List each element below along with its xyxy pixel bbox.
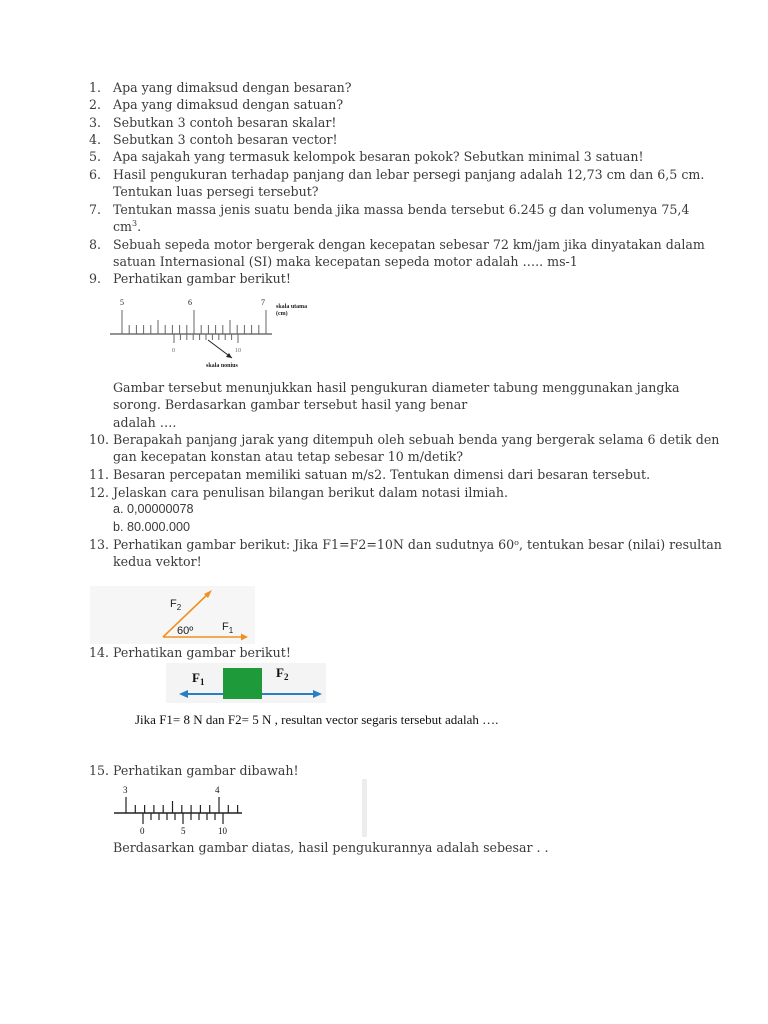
- question-number: 12.: [89, 485, 110, 500]
- question-number: 4.: [89, 132, 102, 147]
- question-text: Apa yang dimaksud dengan besaran?: [113, 80, 352, 95]
- main-scale-label-3: 3: [123, 785, 128, 795]
- question-text-line: gan kecepatan konstan atau tetap sebesar 10 m/detik?: [113, 449, 463, 465]
- question-14-followup: Jika F1= 8 N dan F2= 5 N , resultan vector segaris tersebut adalah ….: [135, 712, 499, 727]
- green-block: [223, 668, 262, 699]
- question-text-line: Berapakah panjang jarak yang ditempuh oleh sebuah benda yang bergerak selama 6 detik den: [113, 432, 720, 447]
- block-forces-figure: [166, 663, 326, 703]
- main-scale-ticks: [122, 310, 266, 334]
- question-text-line: satuan Internasional (SI) maka kecepatan sepeda motor adalah ….. ms-1: [113, 254, 578, 270]
- question-15-followup: Berdasarkan gambar diatas, hasil pengukurannya adalah sebesar . .: [113, 840, 549, 855]
- question-number: 7.: [89, 202, 102, 217]
- question-text: Sebutkan 3 contoh besaran vector!: [113, 132, 338, 147]
- question-number: 11.: [89, 467, 110, 482]
- vernier-label-0: 0: [172, 348, 175, 354]
- vernier-label-10: 10: [218, 826, 227, 836]
- question-number: 14.: [89, 645, 110, 660]
- question-text-line: kedua vektor!: [113, 554, 202, 570]
- question-text: Sebutkan 3 contoh besaran skalar!: [113, 115, 337, 130]
- question-number: 3.: [89, 115, 102, 130]
- question-9-followup: [113, 379, 680, 431]
- figure-background: [90, 586, 255, 644]
- followup-line: adalah ….: [113, 414, 177, 430]
- vector-f2-label: $F_2$: [170, 598, 182, 612]
- question-number: 13.: [89, 537, 110, 552]
- question-number: 8.: [89, 237, 102, 252]
- superscript: 3: [132, 219, 138, 229]
- question-text-line: Tentukan massa jenis suatu benda jika massa benda tersebut 6.245 g dan volumenya 75,4: [113, 202, 690, 217]
- question-number: 15.: [89, 763, 110, 778]
- question-text: Apa sajakah yang termasuk kelompok besaran pokok? Sebutkan minimal 3 satuan!: [113, 149, 644, 164]
- question-text: Perhatikan gambar berikut!: [113, 271, 291, 286]
- question-text: Perhatikan gambar berikut!: [113, 645, 291, 660]
- vernier-label-5: 5: [181, 826, 186, 836]
- question-text-line: Perhatikan gambar berikut: Jika F1=F2=10N dan sudutnya 60ᵒ, tentukan besar (nilai) resultan: [113, 537, 722, 552]
- vernier-scale-ticks: [143, 813, 223, 824]
- question-text-line: Hasil pengukuran terhadap panjang dan lebar persegi panjang adalah 12,73 cm dan 6,5 cm.: [113, 167, 705, 182]
- main-scale-caption: skala utama: [276, 304, 308, 310]
- question-number: 1.: [89, 80, 102, 95]
- followup-line: sorong. Berdasarkan gambar tersebut hasil yang benar: [113, 397, 468, 413]
- vernier-scale-figure: [112, 779, 372, 839]
- punctuation: .: [137, 219, 142, 235]
- main-scale-label-7: 7: [261, 298, 265, 307]
- angle-label: 60º: [177, 625, 194, 637]
- f1-label: $F_1$: [192, 670, 205, 687]
- question-text: Besaran percepatan memiliki satuan m/s2. Tentukan dimensi dari besaran tersebut.: [113, 467, 651, 482]
- vernier-scale-caption: skala nonius: [206, 363, 238, 369]
- vernier-label-10: 10: [235, 348, 241, 354]
- option-a: a. 0,00000078: [113, 502, 194, 517]
- question-number: 5.: [89, 149, 102, 164]
- option-b: b. 80.000.000: [113, 519, 191, 534]
- f2-label: $F_2$: [276, 665, 289, 682]
- main-scale-label-6: 6: [188, 298, 192, 307]
- question-text: Jelaskan cara penulisan bilangan berikut dalam notasi ilmiah.: [113, 485, 508, 500]
- unit-text: cm: [113, 219, 132, 235]
- question-text-line: Sebuah sepeda motor bergerak dengan kecepatan sebesar 72 km/jam jika dinyatakan dalam: [113, 237, 705, 252]
- main-scale-unit: (cm): [276, 311, 288, 317]
- figure-edge: [362, 779, 367, 837]
- question-text: Apa yang dimaksud dengan satuan?: [113, 97, 344, 112]
- followup-line: Gambar tersebut menunjukkan hasil pengukuran diameter tabung menggunakan jangka: [113, 380, 680, 395]
- vernier-label-0: 0: [140, 826, 145, 836]
- main-scale-label-4: 4: [215, 785, 220, 795]
- question-text-line: Tentukan luas persegi tersebut?: [113, 184, 319, 200]
- question-number: 9.: [89, 271, 102, 286]
- question-number: 10.: [89, 432, 110, 447]
- question-number: 6.: [89, 167, 102, 182]
- main-scale-ticks: [126, 797, 238, 813]
- main-scale-label-5: 5: [120, 298, 124, 307]
- vernier-caliper-figure: [110, 296, 330, 372]
- question-text: Perhatikan gambar dibawah!: [113, 763, 299, 778]
- vector-angle-figure: [90, 586, 255, 644]
- question-number: 2.: [89, 97, 102, 112]
- vector-f1-label: $F_1$: [222, 621, 234, 635]
- vernier-scale-ticks: [174, 334, 238, 343]
